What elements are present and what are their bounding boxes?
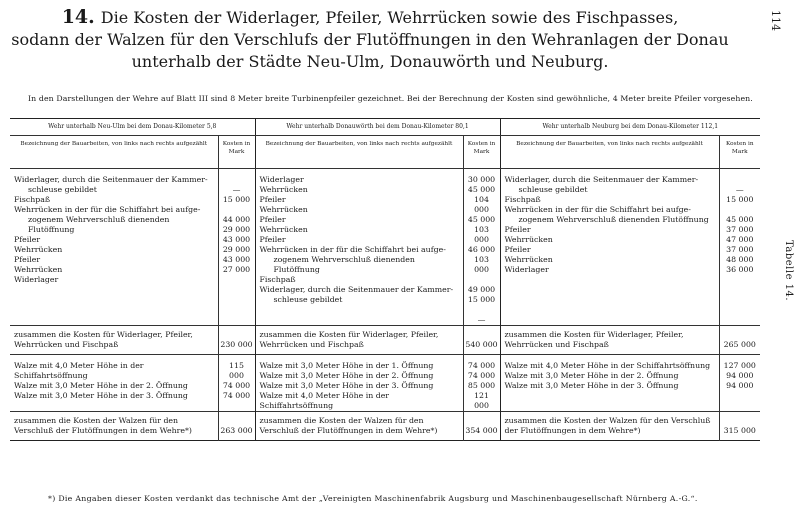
sum-walzen-value: 315 000 [719, 412, 760, 441]
item-value: 127 000 [723, 361, 756, 370]
item-label: Wehrrücken [14, 245, 63, 254]
item-label: Walze mit 3,0 Meter Höhe in der 3. Öffnung [259, 381, 434, 390]
walzen-values [463, 355, 500, 412]
item-label: Wehrrücken [504, 235, 553, 244]
item-value: 46 000 [467, 245, 496, 254]
item-value: — [232, 185, 241, 194]
sum-walzen-value: 263 000 [218, 412, 255, 441]
col-head-cost: Kosten in Mark [463, 136, 500, 169]
item-label: schleuse gebildet [518, 185, 588, 194]
item-label: Pfeiler [259, 235, 286, 244]
item-value: 115 000 [229, 361, 244, 380]
item-label: Wehrrücken [14, 265, 63, 274]
page-number: 114 [769, 10, 782, 31]
item-label: Fischpaß [504, 195, 541, 204]
item-label: Walze mit 3,0 Meter Höhe in der 2. Öffnung [259, 371, 434, 380]
walzen-list [255, 355, 463, 412]
item-label: Widerlager [14, 275, 59, 284]
item-value: 103 000 [474, 255, 489, 274]
item-label: Wehrrücken [259, 185, 308, 194]
item-value: 37 000 [726, 225, 754, 234]
item-value: 44 000 [222, 215, 251, 224]
item-value: 85 000 [467, 381, 496, 390]
item-label: Walze mit 3,0 Meter Höhe in der 3. Öffnung [14, 391, 188, 400]
item-value: 74 000 [222, 391, 251, 400]
item-value: 49 000 [467, 285, 496, 294]
item-label: Widerlager [504, 265, 549, 274]
sum-structures-value: 540 000 [463, 326, 500, 355]
title-line-2: sodann der Walzen für den Verschlufs der Flutöffnungen in den Wehranlagen der Donau [11, 30, 729, 49]
table-number: 14. [61, 6, 95, 28]
item-value: 103 000 [474, 225, 489, 244]
item-value: — [477, 315, 486, 324]
item-label: Wehrrücken in der für die Schiffahrt bei aufge- [259, 245, 446, 254]
sum-walzen-text: zusammen die Kosten der Walzen für den Verschluß der Flutöffnungen in dem Wehre*) [500, 412, 719, 441]
item-value: 27 000 [222, 265, 251, 274]
item-value: 43 000 [222, 235, 251, 244]
items-list [500, 169, 719, 326]
item-label: Widerlager, durch die Seitenmauer der Kammer- [504, 175, 699, 184]
item-label: Walze mit 3,0 Meter Höhe in der 2. Öffnung [14, 381, 188, 390]
item-value: 15 000 [222, 195, 251, 204]
item-label: Walze mit 4,0 Meter Höhe in der Schiffahrtsöffnung [504, 361, 711, 370]
item-label: Walze mit 3,0 Meter Höhe in der 3. Öffnung [504, 381, 679, 390]
item-label: Pfeiler [259, 195, 286, 204]
table-side-label: Tabelle 14. [783, 240, 794, 302]
items-values [719, 169, 760, 326]
item-value: 104 000 [474, 195, 489, 214]
col-head-label: Bezeichnung der Bauarbeiten, von links nach rechts aufgezählt [500, 136, 719, 169]
item-value: 74 000 [467, 361, 496, 370]
sum-structures-value: 230 000 [218, 326, 255, 355]
item-label: Fischpaß [259, 275, 296, 284]
item-label: Widerlager, durch die Seitenmauer der Kammer- [259, 285, 454, 294]
document-title [0, 6, 740, 73]
sum-structures-text: zusammen die Kosten für Widerlager, Pfeiler, Wehrrücken und Fischpaß [10, 326, 218, 355]
item-value: 15 000 [467, 295, 496, 304]
item-value: 43 000 [222, 255, 251, 264]
sum-structures-text: zusammen die Kosten für Widerlager, Pfeiler, Wehrrücken und Fischpaß [255, 326, 463, 355]
item-label: Walze mit 3,0 Meter Höhe in der 2. Öffnung [504, 371, 679, 380]
item-value: 15 000 [726, 195, 754, 204]
section-head-donauwoerth: Wehr unterhalb Donauwörth bei dem Donau-Kilometer 80,1 [255, 119, 500, 136]
item-label: Pfeiler [504, 225, 531, 234]
col-head-label: Bezeichnung der Bauarbeiten, von links nach rechts aufgezählt [10, 136, 218, 169]
item-label: Walze mit 3,0 Meter Höhe in der 1. Öffnung [259, 361, 434, 370]
item-value: 121 000 [474, 391, 489, 410]
item-value: 74 000 [222, 381, 251, 390]
sum-walzen-text: zusammen die Kosten der Walzen für den Verschluß der Flutöffnungen in dem Wehre*) [10, 412, 218, 441]
item-value: 45 000 [467, 185, 496, 194]
item-value: 37 000 [726, 245, 754, 254]
col-head-cost: Kosten in Mark [218, 136, 255, 169]
intro-text: In den Darstellungen der Wehre auf Blatt III sind 8 Meter breite Turbinenpfeiler gezeichnet. Bei der Berechnung der Kosten sind gewöhnliche, 4 Meter breite Pfeiler vorgesehen. [28, 94, 753, 103]
items-list [10, 169, 218, 326]
sum-structures-text: zusammen die Kosten für Widerlager, Pfeiler, Wehrrücken und Fischpaß [500, 326, 719, 355]
item-value: 45 000 [467, 215, 496, 224]
section-head-neu-ulm: Wehr unterhalb Neu-Ulm bei dem Donau-Kilometer 5,8 [10, 119, 255, 136]
walzen-list [500, 355, 719, 412]
item-label: Wehrrücken [504, 255, 553, 264]
cost-table [10, 118, 760, 441]
sum-walzen-text: zusammen die Kosten der Walzen für den Verschluß der Flutöffnungen in dem Wehre*) [255, 412, 463, 441]
item-label: Widerlager [259, 175, 304, 184]
item-label: Pfeiler [504, 245, 531, 254]
item-value: 74 000 [467, 371, 496, 380]
title-line-3: unterhalb der Städte Neu-Ulm, Donauwörth und Neuburg. [131, 52, 609, 71]
items-values [218, 169, 255, 326]
item-label: Wehrrücken [259, 225, 308, 234]
sum-structures-value: 265 000 [719, 326, 760, 355]
item-value: 29 000 [222, 245, 251, 254]
items-values [463, 169, 500, 326]
item-label: Wehrrücken in der für die Schiffahrt bei aufge- [504, 205, 691, 214]
item-label: Wehrrücken [259, 205, 308, 214]
item-label: zogenem Wehrverschluß dienenden Flutöffnung [273, 255, 415, 274]
item-label: Fischpaß [14, 195, 51, 204]
item-value: 36 000 [726, 265, 754, 274]
section-head-neuburg: Wehr unterhalb Neuburg bei dem Donau-Kilometer 112,1 [500, 119, 760, 136]
item-value: 30 000 [467, 175, 496, 184]
item-value: 48 000 [726, 255, 754, 264]
item-label: Pfeiler [14, 255, 41, 264]
item-label: schleuse gebildet [273, 295, 343, 304]
sum-walzen-value: 354 000 [463, 412, 500, 441]
item-label: Widerlager, durch die Seitenmauer der Kammer- [14, 175, 208, 184]
item-value: 94 000 [726, 381, 754, 390]
item-value: 45 000 [726, 215, 754, 224]
item-label: Walze mit 4,0 Meter Höhe in der Schiffahrtsöffnung [14, 361, 144, 380]
title-line-1: Die Kosten der Widerlager, Pfeiler, Wehrrücken sowie des Fischpasses, [100, 8, 679, 27]
item-value: 94 000 [726, 371, 754, 380]
item-label: Pfeiler [14, 235, 41, 244]
footnote: *) Die Angaben dieser Kosten verdankt das technische Amt der „Vereinigten Maschinenfabrik Augsburg und Maschinenbaugesellschaft Nürnberg A.-G.“. [48, 494, 698, 503]
item-label: Wehrrücken in der für die Schiffahrt bei aufge- [14, 205, 201, 214]
item-label: zogenem Wehrverschluß dienenden Flutöffnung [518, 215, 709, 224]
item-label: Walze mit 4,0 Meter Höhe in der Schiffahrtsöffnung [259, 391, 390, 410]
item-value: 47 000 [726, 235, 754, 244]
items-list [255, 169, 463, 326]
item-label: Pfeiler [259, 215, 286, 224]
walzen-values [719, 355, 760, 412]
walzen-list [10, 355, 218, 412]
item-value: 29 000 [222, 225, 251, 234]
item-label: schleuse gebildet [28, 185, 97, 194]
walzen-values [218, 355, 255, 412]
col-head-cost: Kosten in Mark [719, 136, 760, 169]
item-label: zogenem Wehrverschluß dienenden Flutöffnung [28, 215, 170, 234]
item-value: — [735, 185, 744, 194]
col-head-label: Bezeichnung der Bauarbeiten, von links nach rechts aufgezählt [255, 136, 463, 169]
